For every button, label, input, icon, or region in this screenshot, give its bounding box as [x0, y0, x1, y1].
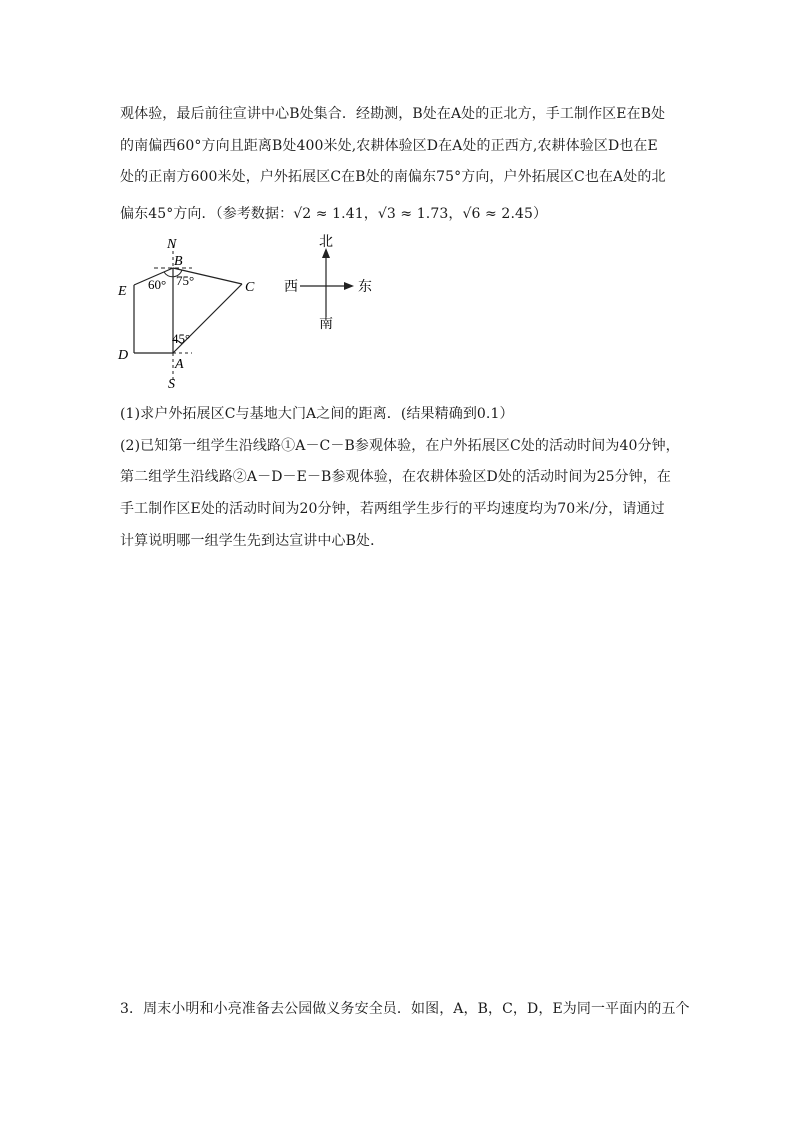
point-label-s: S — [168, 377, 175, 392]
question-2-line-4: 计算说明哪一组学生先到达宣讲中心B处． — [120, 533, 385, 549]
point-label-d: D — [118, 348, 129, 363]
problem-text-line-4: 偏东45°方向．（参考数据：√2 ≈ 1.41，√3 ≈ 1.73，√6 ≈ 2.45） — [120, 206, 548, 222]
problem-text-line-3: 处的正南方600米处，户外拓展区C在B处的南偏东75°方向，户外拓展区C也在A处的北 — [120, 169, 666, 185]
compass-south-label: 南 — [319, 317, 333, 332]
question-2-line-3: 手工制作区E处的活动时间为20分钟，若两组学生步行的平均速度均为70米/分，请通过 — [120, 501, 665, 517]
point-label-a: A — [175, 357, 184, 372]
point-label-n: N — [167, 237, 177, 252]
compass-east-label: 东 — [358, 280, 372, 295]
compass-west-label: 西 — [284, 280, 298, 295]
question-2-line-1: (2)已知第一组学生沿线路①A－C－B参观体验，在户外拓展区C处的活动时间为40分钟， — [120, 438, 680, 454]
problem-text-line-2: 的南偏西60°方向且距离B处400米处,农耕体验区D在A处的正西方,农耕体验区D也在E — [120, 138, 658, 154]
angle-label-75: 75° — [176, 273, 195, 288]
angle-label-60: 60° — [148, 277, 167, 292]
compass-rose — [280, 232, 390, 332]
compass-north-label: 北 — [319, 235, 333, 250]
question-1: (1)求户外拓展区C与基地大门A之间的距离．(结果精确到0.1） — [120, 406, 514, 422]
angle-label-45: 45° — [172, 331, 191, 346]
problem-text-line-1: 观体验，最后前往宣讲中心B处集合．经勘测，B处在A处的正北方，手工制作区E在B处 — [120, 106, 666, 122]
east-arrow-icon — [344, 282, 354, 290]
point-label-c: C — [245, 280, 255, 295]
question-2-line-2: 第二组学生沿线路②A－D－E－B参观体验，在农耕体验区D处的活动时间为25分钟，在 — [120, 469, 671, 485]
problem-3-intro: 3．周末小明和小亮准备去公园做义务安全员．如图，A，B，C，D，E为同一平面内的五个 — [120, 1001, 690, 1017]
point-label-b: B — [174, 254, 183, 269]
point-label-e: E — [118, 284, 127, 299]
geometry-figure — [112, 232, 272, 392]
